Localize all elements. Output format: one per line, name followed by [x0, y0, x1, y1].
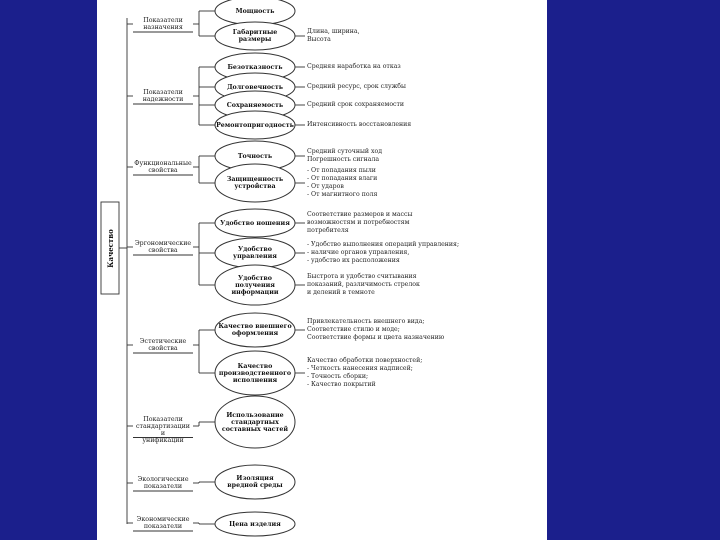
- item-note: Быстрота и удобство считывания показаний, различимость стрелок и делений в темноте: [307, 273, 420, 296]
- group-label: Показатели стандартизации и унификации: [136, 415, 190, 444]
- item-label: Габаритные размеры: [232, 29, 278, 43]
- item-label: Защищенность устройства: [226, 176, 284, 190]
- group-label: Экологические показатели: [137, 476, 189, 490]
- item-note: - Удобство выполнения операций управления; - наличие органов управления, - удобство их расположения: [307, 241, 460, 264]
- item-label: Точность: [237, 152, 273, 160]
- item-note: Длина, ширина, Высота: [307, 28, 360, 43]
- item-note: Интенсивность восстановления: [307, 121, 412, 129]
- item-label: Изоляция вредной среды: [227, 475, 283, 489]
- item-note: Соответствие размеров и массы возможностям и потребностям потребителя: [307, 211, 413, 234]
- item-label: Качество внешнего оформления: [218, 323, 292, 337]
- item-label: Долговечность: [226, 83, 284, 91]
- group-label: Показатели надежности: [142, 89, 184, 103]
- item-note: - От попадания пыли - От попадания влаги - От ударов - От магнитного поля: [307, 167, 378, 198]
- group-label: Эргономические свойства: [134, 240, 192, 254]
- root-node: [101, 202, 119, 294]
- item-label: Использование стандартных составных частей: [221, 411, 289, 433]
- item-note: Средняя наработка на отказ: [307, 63, 401, 71]
- item-note: Качество обработки поверхностей; - Четкость нанесения надписей; - Точность сборки; - Качество покрытий: [307, 357, 423, 388]
- root-label: Качество: [105, 228, 115, 268]
- item-label: Удобство управления: [233, 246, 277, 260]
- connector-lines: [97, 0, 547, 540]
- group-label: Показатели назначения: [143, 17, 183, 31]
- item-label: Ремонтопригодность: [216, 121, 294, 129]
- item-note: Средний ресурс, срок службы: [307, 83, 406, 91]
- item-label: Цена изделия: [229, 520, 281, 528]
- item-note: Средний срок сохраняемости: [307, 101, 405, 109]
- item-label: Сохраняемость: [226, 101, 284, 109]
- item-label: Удобство ношения: [220, 219, 290, 227]
- item-note: Привлекательность внешнего вида; Соответствие стилю и моде; Соответствие формы и цвета назначению: [307, 318, 445, 341]
- group-label: Функциональные свойства: [134, 160, 192, 174]
- item-label: Мощность: [235, 7, 275, 15]
- item-label: Качество производственного исполнения: [218, 362, 292, 384]
- item-label: Безотказность: [227, 63, 283, 71]
- diagram-slide: [97, 0, 547, 540]
- group-label: Экономические показатели: [136, 516, 190, 530]
- group-label: Эстетические свойства: [139, 338, 187, 352]
- item-label: Удобство получения информации: [231, 274, 279, 296]
- item-note: Средний суточный ход Погрешность сигнала: [307, 148, 383, 163]
